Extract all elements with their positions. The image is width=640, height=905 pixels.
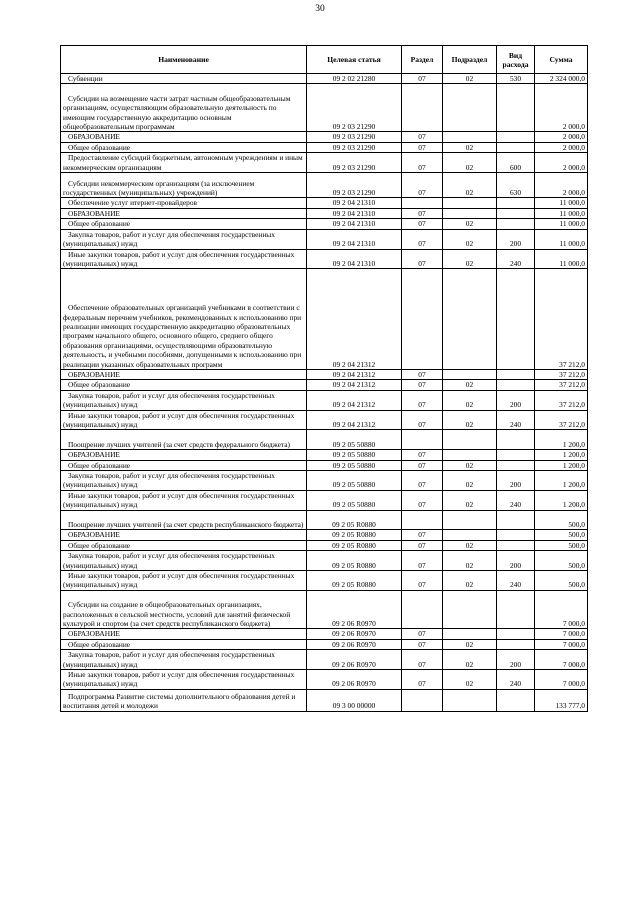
- row-type-cell: [497, 198, 535, 208]
- row-sum-cell: 1 200,0: [535, 450, 588, 460]
- row-sum-cell: 2 000,0: [535, 142, 588, 152]
- row-subsection-cell: [443, 269, 497, 370]
- table-row: [61, 530, 588, 540]
- row-subsection-cell: 02: [443, 639, 497, 649]
- row-subsection-cell: 02: [443, 551, 497, 571]
- row-sum-cell: 11 000,0: [535, 208, 588, 218]
- table-row: [61, 670, 588, 690]
- table-row: [61, 84, 588, 132]
- row-subsection-cell: 02: [443, 470, 497, 490]
- row-sum-cell: 7 000,0: [535, 629, 588, 639]
- row-type-cell: [497, 208, 535, 218]
- row-target-cell: 09 2 04 21310: [307, 229, 402, 249]
- table-row: [61, 74, 588, 84]
- row-subsection-cell: [443, 450, 497, 460]
- row-type-cell: [497, 460, 535, 470]
- row-name-cell: Иные закупки товаров, работ и услуг для обеспечения государственных (муниципальных) нужд: [61, 249, 307, 269]
- row-type-cell: 200: [497, 470, 535, 490]
- row-type-cell: [497, 540, 535, 550]
- row-name-cell: Закупка товаров, работ и услуг для обеспечения государственных (муниципальных) нужд: [61, 650, 307, 670]
- row-subsection-cell: 02: [443, 650, 497, 670]
- row-name-cell: Закупка товаров, работ и услуг для обеспечения государственных (муниципальных) нужд: [61, 470, 307, 490]
- row-name-cell: Обеспечение услуг итернет-провайдеров: [61, 198, 307, 208]
- row-name-cell: Иные закупки товаров, работ и услуг для обеспечения государственных (муниципальных) нужд: [61, 410, 307, 430]
- row-sum-cell: 500,0: [535, 510, 588, 530]
- row-subsection-cell: 02: [443, 390, 497, 410]
- row-type-cell: 200: [497, 551, 535, 571]
- row-subsection-cell: 02: [443, 219, 497, 229]
- row-name-cell: ОБРАЗОВАНИЕ: [61, 530, 307, 540]
- row-target-cell: 09 2 04 21312: [307, 380, 402, 390]
- table-row: [61, 450, 588, 460]
- row-subsection-cell: [443, 84, 497, 132]
- row-section-cell: 07: [402, 530, 443, 540]
- row-section-cell: 07: [402, 629, 443, 639]
- row-target-cell: 09 2 04 21312: [307, 390, 402, 410]
- header-subsection: Подраздел: [443, 46, 497, 74]
- row-target-cell: 09 2 05 50880: [307, 470, 402, 490]
- row-section-cell: 07: [402, 380, 443, 390]
- row-subsection-cell: 02: [443, 670, 497, 690]
- row-target-cell: 09 2 04 21312: [307, 269, 402, 370]
- row-section-cell: 07: [402, 460, 443, 470]
- row-name-cell: ОБРАЗОВАНИЕ: [61, 208, 307, 218]
- row-section-cell: 07: [402, 490, 443, 510]
- row-subsection-cell: [443, 590, 497, 629]
- row-sum-cell: 2 324 000,0: [535, 74, 588, 84]
- row-target-cell: 09 2 03 21290: [307, 153, 402, 173]
- row-target-cell: 09 2 06 R0970: [307, 629, 402, 639]
- row-type-cell: 200: [497, 390, 535, 410]
- row-name-cell: ОБРАЗОВАНИЕ: [61, 132, 307, 142]
- row-type-cell: [497, 380, 535, 390]
- row-name-cell: Подпрограмма Развитие системы дополнительного образования детей и воспитания детей и молодежи: [61, 689, 307, 711]
- table-row: [61, 390, 588, 410]
- row-name-cell: Иные закупки товаров, работ и услуг для обеспечения государственных (муниципальных) нужд: [61, 670, 307, 690]
- row-target-cell: 09 2 05 R0880: [307, 551, 402, 571]
- table-row: [61, 650, 588, 670]
- row-subsection-cell: [443, 369, 497, 379]
- header-target: Целевая статья: [307, 46, 402, 74]
- row-type-cell: 240: [497, 571, 535, 591]
- row-target-cell: 09 2 06 R0970: [307, 650, 402, 670]
- row-type-cell: [497, 629, 535, 639]
- row-section-cell: 07: [402, 132, 443, 142]
- row-sum-cell: 7 000,0: [535, 639, 588, 649]
- budget-table: [60, 45, 588, 712]
- row-sum-cell: 11 000,0: [535, 229, 588, 249]
- row-subsection-cell: [443, 629, 497, 639]
- row-subsection-cell: [443, 430, 497, 450]
- row-section-cell: 07: [402, 208, 443, 218]
- row-type-cell: [497, 430, 535, 450]
- row-target-cell: 09 2 03 21290: [307, 173, 402, 198]
- row-sum-cell: 37 212,0: [535, 380, 588, 390]
- row-section-cell: 07: [402, 249, 443, 269]
- row-section-cell: [402, 198, 443, 208]
- row-name-cell: Общее образование: [61, 142, 307, 152]
- row-sum-cell: 133 777,0: [535, 689, 588, 711]
- row-section-cell: [402, 430, 443, 450]
- row-subsection-cell: [443, 689, 497, 711]
- row-type-cell: 200: [497, 650, 535, 670]
- row-name-cell: Общее образование: [61, 540, 307, 550]
- row-target-cell: 09 2 05 R0880: [307, 510, 402, 530]
- row-target-cell: 09 2 06 R0970: [307, 639, 402, 649]
- row-section-cell: 07: [402, 551, 443, 571]
- row-subsection-cell: [443, 510, 497, 530]
- row-name-cell: ОБРАЗОВАНИЕ: [61, 629, 307, 639]
- row-subsection-cell: 02: [443, 249, 497, 269]
- table-row: [61, 510, 588, 530]
- row-name-cell: Поощрение лучших учителей (за счет средств федерального бюджета): [61, 430, 307, 450]
- row-type-cell: [497, 132, 535, 142]
- row-name-cell: Общее образование: [61, 219, 307, 229]
- row-name-cell: Закупка товаров, работ и услуг для обеспечения государственных (муниципальных) нужд: [61, 390, 307, 410]
- row-section-cell: 07: [402, 571, 443, 591]
- row-type-cell: 200: [497, 229, 535, 249]
- row-sum-cell: 37 212,0: [535, 410, 588, 430]
- row-section-cell: 07: [402, 470, 443, 490]
- row-target-cell: 09 2 03 21290: [307, 84, 402, 132]
- table-body: [61, 74, 588, 712]
- table-row: [61, 629, 588, 639]
- row-sum-cell: 1 200,0: [535, 460, 588, 470]
- row-target-cell: 09 2 05 50880: [307, 450, 402, 460]
- row-subsection-cell: 02: [443, 229, 497, 249]
- row-type-cell: [497, 450, 535, 460]
- row-type-cell: [497, 530, 535, 540]
- row-sum-cell: 500,0: [535, 530, 588, 540]
- row-subsection-cell: [443, 530, 497, 540]
- table-row: [61, 229, 588, 249]
- row-name-cell: Общее образование: [61, 460, 307, 470]
- row-sum-cell: 11 000,0: [535, 249, 588, 269]
- row-subsection-cell: 02: [443, 571, 497, 591]
- row-section-cell: 07: [402, 650, 443, 670]
- row-type-cell: [497, 269, 535, 370]
- row-sum-cell: 500,0: [535, 540, 588, 550]
- row-sum-cell: 37 212,0: [535, 369, 588, 379]
- table-row: [61, 132, 588, 142]
- row-type-cell: [497, 510, 535, 530]
- header-name: Наименование: [61, 46, 307, 74]
- row-type-cell: [497, 142, 535, 152]
- row-type-cell: [497, 369, 535, 379]
- table-row: [61, 490, 588, 510]
- row-subsection-cell: 02: [443, 142, 497, 152]
- row-section-cell: [402, 84, 443, 132]
- table-row: [61, 269, 588, 370]
- row-subsection-cell: [443, 198, 497, 208]
- row-name-cell: Обеспечение образовательных организаций учебниками в соответствии с федеральным перечнем учебников, рекомендованных к использованию при реализации имеющих государственную аккредитацию образовательных программ начального общего, основного общего, среднего общего образования организациями, осуществляющими образовательную деятельность, и учебными пособиями, допущенными к использованию при реализации указанных образовательных программ: [61, 269, 307, 370]
- row-section-cell: 07: [402, 639, 443, 649]
- row-target-cell: 09 2 04 21312: [307, 410, 402, 430]
- row-subsection-cell: 02: [443, 540, 497, 550]
- table-row: [61, 410, 588, 430]
- row-target-cell: 09 2 03 21290: [307, 142, 402, 152]
- row-type-cell: [497, 689, 535, 711]
- row-target-cell: 09 2 05 50880: [307, 430, 402, 450]
- table-row: [61, 142, 588, 152]
- row-sum-cell: 11 000,0: [535, 198, 588, 208]
- row-target-cell: 09 2 06 R0970: [307, 670, 402, 690]
- row-sum-cell: 1 200,0: [535, 430, 588, 450]
- row-name-cell: ОБРАЗОВАНИЕ: [61, 369, 307, 379]
- row-section-cell: 07: [402, 219, 443, 229]
- row-subsection-cell: 02: [443, 380, 497, 390]
- row-type-cell: 240: [497, 490, 535, 510]
- table-row: [61, 689, 588, 711]
- table-row: [61, 571, 588, 591]
- row-name-cell: Субсидии на возмещение части затрат частным общеобразовательным организациям, осуществляющим образовательную деятельность по имеющим государственную аккредитацию основным общеобразовательным программам: [61, 84, 307, 132]
- row-sum-cell: 7 000,0: [535, 670, 588, 690]
- row-section-cell: [402, 510, 443, 530]
- row-name-cell: Поощрение лучших учителей (за счет средств республиканского бюджета): [61, 510, 307, 530]
- header-sum: Сумма: [535, 46, 588, 74]
- header-section: Раздел: [402, 46, 443, 74]
- row-sum-cell: 7 000,0: [535, 650, 588, 670]
- table-row: [61, 380, 588, 390]
- row-sum-cell: 7 000,0: [535, 590, 588, 629]
- row-sum-cell: 2 000,0: [535, 173, 588, 198]
- row-target-cell: 09 2 05 R0880: [307, 530, 402, 540]
- table-row: [61, 153, 588, 173]
- row-target-cell: 09 2 05 50880: [307, 460, 402, 470]
- row-name-cell: Субвенции: [61, 74, 307, 84]
- row-section-cell: 07: [402, 142, 443, 152]
- table-row: [61, 249, 588, 269]
- table-row: [61, 551, 588, 571]
- row-type-cell: 240: [497, 670, 535, 690]
- table-row: [61, 173, 588, 198]
- row-section-cell: 07: [402, 450, 443, 460]
- row-section-cell: 07: [402, 369, 443, 379]
- table-row: [61, 639, 588, 649]
- row-target-cell: 09 2 05 50880: [307, 490, 402, 510]
- table-row: [61, 540, 588, 550]
- row-target-cell: 09 2 03 21290: [307, 132, 402, 142]
- table-row: [61, 590, 588, 629]
- row-sum-cell: 2 000,0: [535, 132, 588, 142]
- row-section-cell: 07: [402, 229, 443, 249]
- row-section-cell: 07: [402, 670, 443, 690]
- row-section-cell: 07: [402, 390, 443, 410]
- row-section-cell: [402, 689, 443, 711]
- row-section-cell: 07: [402, 74, 443, 84]
- row-target-cell: 09 2 04 21312: [307, 369, 402, 379]
- row-name-cell: Закупка товаров, работ и услуг для обеспечения государственных (муниципальных) нужд: [61, 551, 307, 571]
- row-name-cell: Закупка товаров, работ и услуг для обеспечения государственных (муниципальных) нужд: [61, 229, 307, 249]
- row-name-cell: Иные закупки товаров, работ и услуг для обеспечения государственных (муниципальных) нужд: [61, 490, 307, 510]
- row-subsection-cell: [443, 132, 497, 142]
- row-sum-cell: 2 000,0: [535, 153, 588, 173]
- row-name-cell: Общее образование: [61, 380, 307, 390]
- row-type-cell: 630: [497, 173, 535, 198]
- row-type-cell: 600: [497, 153, 535, 173]
- table-row: [61, 198, 588, 208]
- row-section-cell: 07: [402, 153, 443, 173]
- row-section-cell: [402, 590, 443, 629]
- row-subsection-cell: 02: [443, 490, 497, 510]
- row-name-cell: Общее образование: [61, 639, 307, 649]
- page-number: 30: [315, 4, 325, 14]
- row-target-cell: 09 2 04 21310: [307, 208, 402, 218]
- row-sum-cell: 1 200,0: [535, 470, 588, 490]
- row-target-cell: 09 2 06 R0970: [307, 590, 402, 629]
- row-type-cell: [497, 590, 535, 629]
- row-target-cell: 09 2 05 R0880: [307, 540, 402, 550]
- row-type-cell: [497, 639, 535, 649]
- row-sum-cell: 37 212,0: [535, 390, 588, 410]
- table-row: [61, 470, 588, 490]
- row-type-cell: 240: [497, 249, 535, 269]
- row-target-cell: 09 2 02 21280: [307, 74, 402, 84]
- row-name-cell: Субсидии некоммерческим организациям (за исключением государственных (муниципальных) учреждений): [61, 173, 307, 198]
- row-sum-cell: 11 000,0: [535, 219, 588, 229]
- row-subsection-cell: 02: [443, 74, 497, 84]
- row-section-cell: [402, 269, 443, 370]
- row-subsection-cell: 02: [443, 460, 497, 470]
- row-section-cell: 07: [402, 540, 443, 550]
- row-subsection-cell: [443, 208, 497, 218]
- row-sum-cell: 500,0: [535, 571, 588, 591]
- row-subsection-cell: 02: [443, 410, 497, 430]
- row-subsection-cell: 02: [443, 153, 497, 173]
- row-target-cell: 09 2 04 21310: [307, 249, 402, 269]
- row-subsection-cell: 02: [443, 173, 497, 198]
- row-type-cell: [497, 219, 535, 229]
- row-sum-cell: 2 000,0: [535, 84, 588, 132]
- table-row: [61, 430, 588, 450]
- row-sum-cell: 37 212,0: [535, 269, 588, 370]
- table-row: [61, 369, 588, 379]
- table-row: [61, 219, 588, 229]
- row-sum-cell: 1 200,0: [535, 490, 588, 510]
- row-name-cell: Иные закупки товаров, работ и услуг для обеспечения государственных (муниципальных) нужд: [61, 571, 307, 591]
- row-target-cell: 09 2 04 21310: [307, 198, 402, 208]
- row-type-cell: [497, 84, 535, 132]
- row-sum-cell: 500,0: [535, 551, 588, 571]
- row-section-cell: 07: [402, 410, 443, 430]
- table-row: [61, 460, 588, 470]
- row-section-cell: 07: [402, 173, 443, 198]
- row-name-cell: Субсидии на создание в общеобразовательных организациях, расположенных в сельской местности, условий для занятий физической культурой и спортом (за счет средств республиканского бюджета): [61, 590, 307, 629]
- row-target-cell: 09 2 04 21310: [307, 219, 402, 229]
- row-type-cell: 530: [497, 74, 535, 84]
- row-name-cell: ОБРАЗОВАНИЕ: [61, 450, 307, 460]
- row-target-cell: 09 2 05 R0880: [307, 571, 402, 591]
- table-header-row: [61, 46, 588, 74]
- table-row: [61, 208, 588, 218]
- row-type-cell: 240: [497, 410, 535, 430]
- row-target-cell: 09 3 00 00000: [307, 689, 402, 711]
- row-name-cell: Предоставление субсидий бюджетным, автономным учреждениям и иным некоммерческим организациям: [61, 153, 307, 173]
- header-expense-type: Вид расхода: [497, 46, 535, 74]
